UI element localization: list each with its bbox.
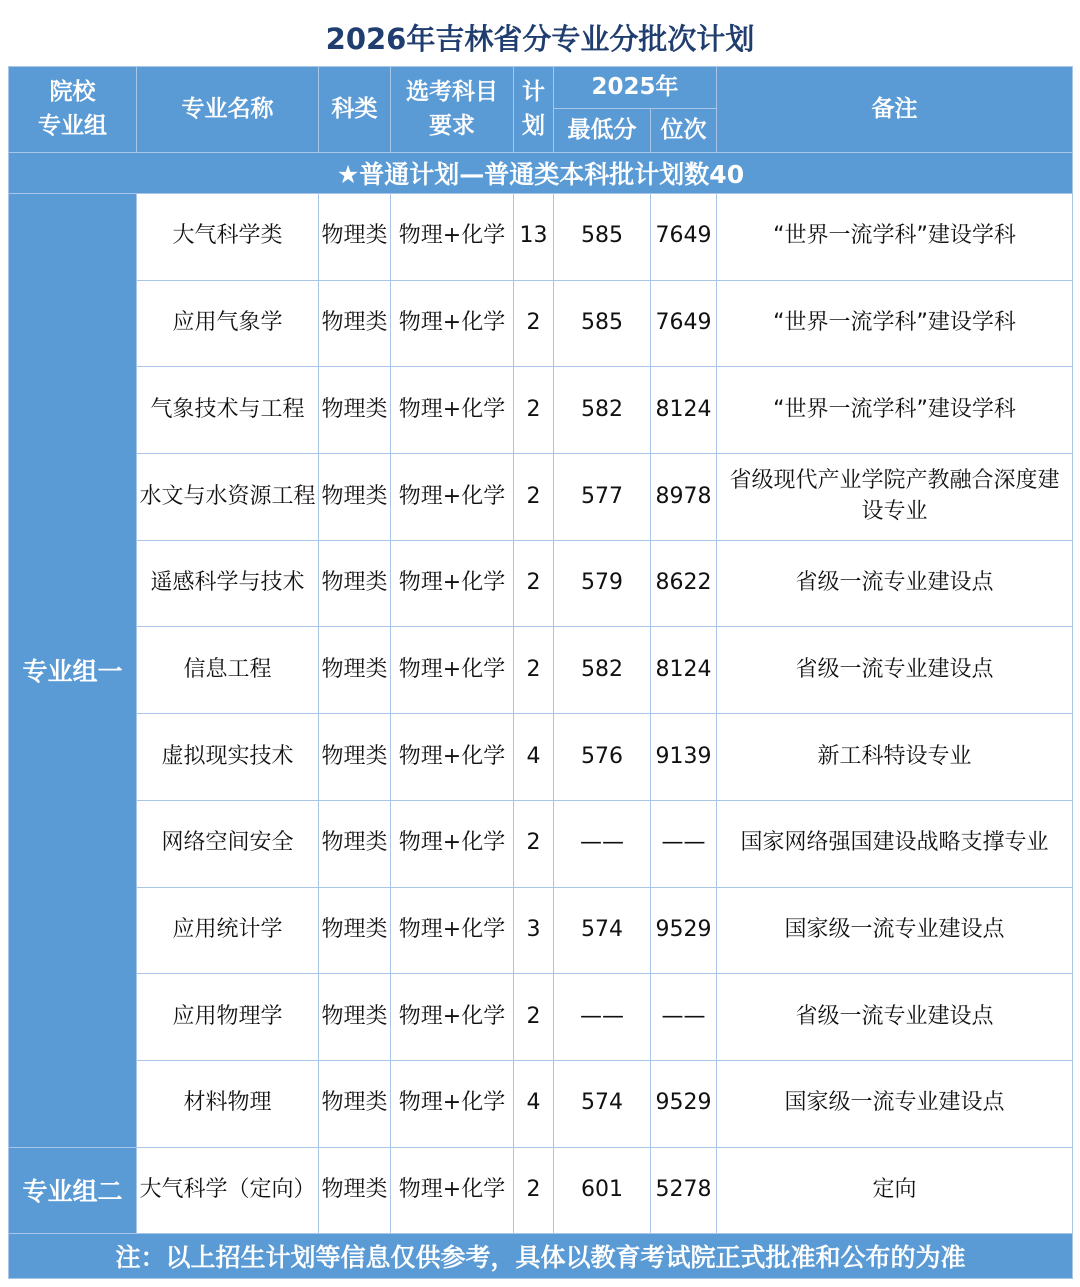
subjects-cell: 物理+化学 [391,887,514,974]
rank-cell: —— [651,974,717,1061]
min-score-cell: 601 [554,1147,651,1234]
plan-cell: 2 [514,627,554,714]
table-row [9,627,1073,714]
remark-cell: 国家级一流专业建设点 [717,1060,1073,1147]
subjects-cell: 物理+化学 [391,627,514,714]
category-cell: 物理类 [319,367,391,454]
header-major: 专业名称 [137,67,319,153]
header-plan [514,67,554,153]
remark-cell: 省级一流专业建设点 [717,540,1073,627]
plan-cell: 13 [514,194,554,281]
major-cell: 水文与水资源工程 [137,454,319,541]
major-cell: 气象技术与工程 [137,367,319,454]
category-cell: 物理类 [319,714,391,801]
plan-cell: 2 [514,454,554,541]
plan-table [8,66,1073,1279]
header-group-line1: 院校 [49,79,96,106]
major-cell: 虚拟现实技术 [137,714,319,801]
plan-cell: 2 [514,1147,554,1234]
header-rank: 位次 [651,109,717,153]
header-group [9,67,137,153]
subjects-cell: 物理+化学 [391,454,514,541]
category-cell: 物理类 [319,194,391,281]
table-row [9,367,1073,454]
min-score-cell: 574 [554,887,651,974]
remark-cell: 国家网络强国建设战略支撑专业 [717,800,1073,887]
min-score-cell: 582 [554,367,651,454]
subjects-cell: 物理+化学 [391,1060,514,1147]
rank-cell: 9529 [651,887,717,974]
subjects-cell: 物理+化学 [391,540,514,627]
remark-cell: 国家级一流专业建设点 [717,887,1073,974]
min-score-cell: 585 [554,280,651,367]
remark-cell: 定向 [717,1147,1073,1234]
table-row [9,454,1073,541]
table-row [9,714,1073,801]
subjects-cell: 物理+化学 [391,367,514,454]
header-min-score: 最低分 [554,109,651,153]
plan-table-body [9,153,1073,1234]
plan-cell: 4 [514,1060,554,1147]
rank-cell: 8124 [651,627,717,714]
category-cell: 物理类 [319,540,391,627]
category-cell: 物理类 [319,800,391,887]
rank-cell: 8124 [651,367,717,454]
major-cell: 应用气象学 [137,280,319,367]
category-cell: 物理类 [319,454,391,541]
table-row [9,1147,1073,1234]
min-score-cell: 577 [554,454,651,541]
major-cell: 材料物理 [137,1060,319,1147]
table-row [9,800,1073,887]
major-cell: 网络空间安全 [137,800,319,887]
table-row [9,194,1073,281]
subjects-cell: 物理+化学 [391,280,514,367]
remark-cell: “世界一流学科”建设学科 [717,367,1073,454]
remark-cell: 省级现代产业学院产教融合深度建设专业 [717,454,1073,541]
rank-cell: 7649 [651,194,717,281]
plan-cell: 2 [514,280,554,367]
table-row [9,540,1073,627]
remark-cell: 省级一流专业建设点 [717,974,1073,1061]
major-cell: 信息工程 [137,627,319,714]
major-cell: 大气科学类 [137,194,319,281]
category-cell: 物理类 [319,974,391,1061]
major-cell: 应用物理学 [137,974,319,1061]
subjects-cell: 物理+化学 [391,194,514,281]
subjects-cell: 物理+化学 [391,714,514,801]
table-row [9,280,1073,367]
min-score-cell: 574 [554,1060,651,1147]
category-cell: 物理类 [319,280,391,367]
plan-cell: 3 [514,887,554,974]
header-remark: 备注 [717,67,1073,153]
remark-cell: 新工科特设专业 [717,714,1073,801]
header-subjects-line1: 选考科目 [406,79,498,106]
min-score-cell: —— [554,800,651,887]
subjects-cell: 物理+化学 [391,1147,514,1234]
remark-cell: “世界一流学科”建设学科 [717,194,1073,281]
remark-cell: 省级一流专业建设点 [717,627,1073,714]
min-score-cell: 579 [554,540,651,627]
min-score-cell: 582 [554,627,651,714]
rank-cell: 9139 [651,714,717,801]
table-row [9,974,1073,1061]
major-cell: 遥感科学与技术 [137,540,319,627]
subjects-cell: 物理+化学 [391,800,514,887]
rank-cell: 8622 [651,540,717,627]
category-cell: 物理类 [319,1060,391,1147]
header-subjects [391,67,514,153]
header-plan-line1: 计 [522,79,545,106]
plan-cell: 4 [514,714,554,801]
category-cell: 物理类 [319,627,391,714]
plan-cell: 2 [514,367,554,454]
group-label: 专业组二 [9,1147,137,1234]
rank-cell: 9529 [651,1060,717,1147]
header-year: 2025年 [554,67,717,109]
min-score-cell: 585 [554,194,651,281]
header-subjects-line2: 要求 [429,112,475,139]
table-row [9,1060,1073,1147]
header-group-line2: 专业组 [38,112,107,139]
rank-cell: 7649 [651,280,717,367]
subjects-cell: 物理+化学 [391,974,514,1061]
major-cell: 大气科学（定向） [137,1147,319,1234]
category-cell: 物理类 [319,887,391,974]
footer-note: 注：以上招生计划等信息仅供参考，具体以教育考试院正式批准和公布的为准 [9,1234,1073,1279]
header-category: 科类 [319,67,391,153]
rank-cell: 8978 [651,454,717,541]
header-plan-line2: 划 [522,112,545,139]
remark-cell: “世界一流学科”建设学科 [717,280,1073,367]
group-label: 专业组一 [9,194,137,1148]
category-cell: 物理类 [319,1147,391,1234]
table-row [9,887,1073,974]
plan-cell: 2 [514,540,554,627]
min-score-cell: 576 [554,714,651,801]
plan-cell: 2 [514,974,554,1061]
section-banner: ★普通计划—普通类本科批计划数40 [9,153,1073,194]
major-cell: 应用统计学 [137,887,319,974]
page-title: 2026年吉林省分专业分批次计划 [8,8,1072,66]
plan-cell: 2 [514,800,554,887]
rank-cell: 5278 [651,1147,717,1234]
min-score-cell: —— [554,974,651,1061]
rank-cell: —— [651,800,717,887]
